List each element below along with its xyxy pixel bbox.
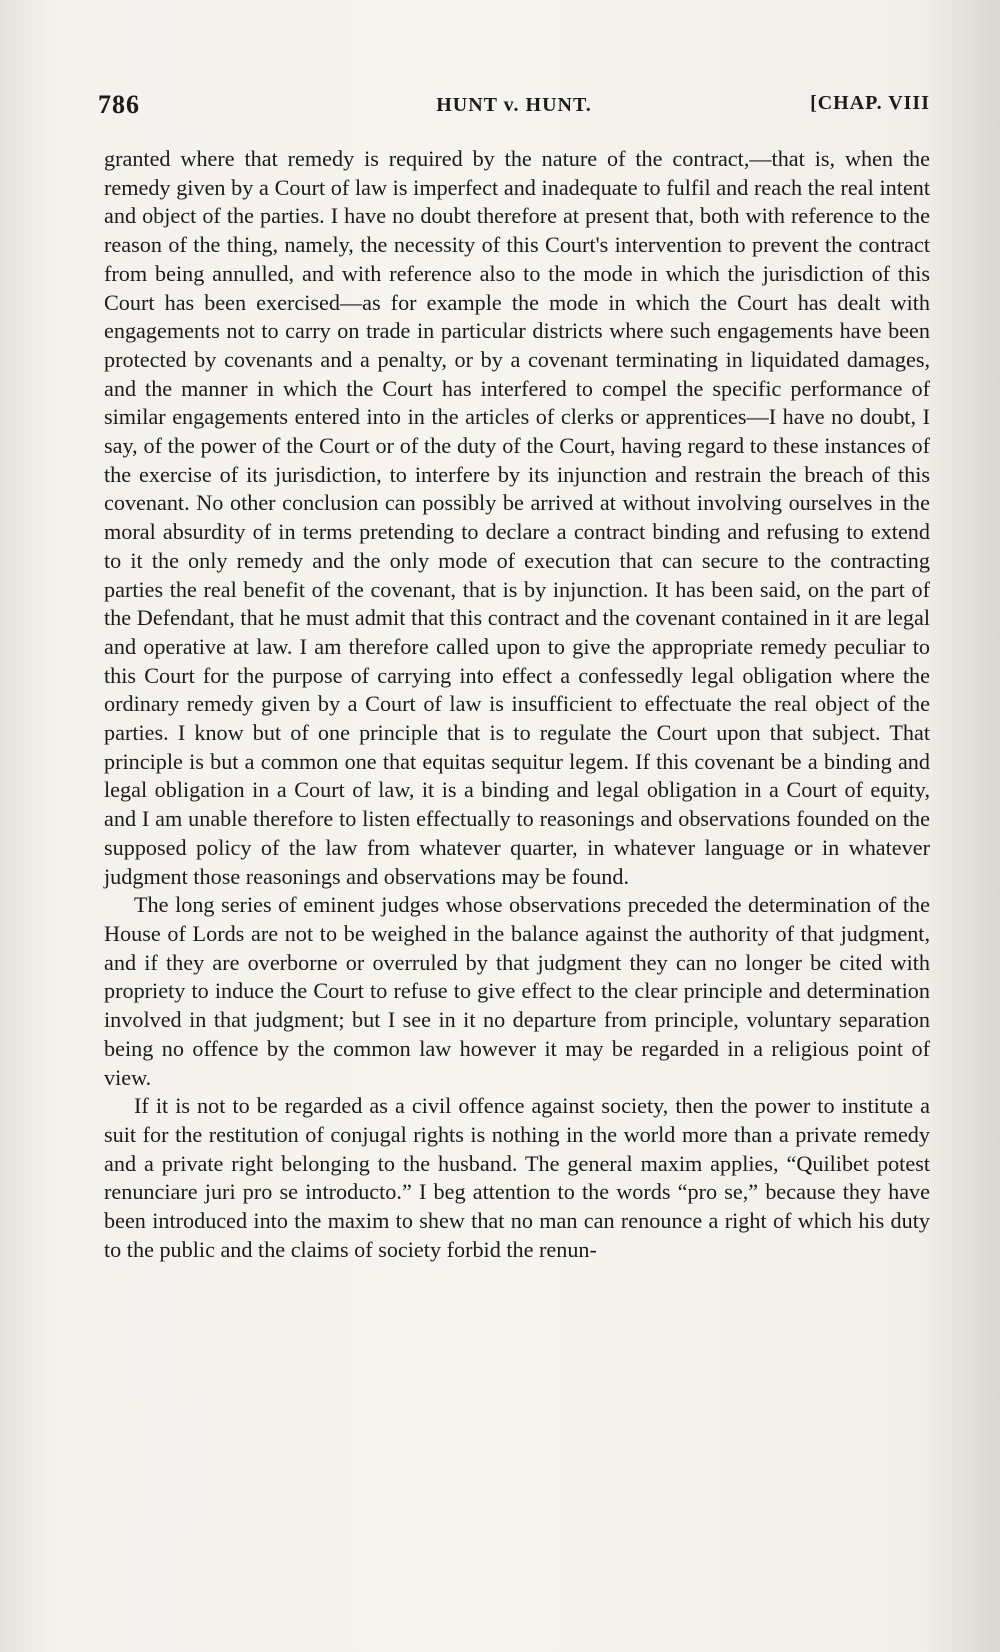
page-number: 786 xyxy=(98,90,140,119)
running-head: HUNT v. HUNT. xyxy=(436,94,592,116)
paragraph-house-of-lords: The long series of eminent judges whose observations preceded the determination of the House of Lords are not to be weighed in the balance against the authority of that judgment, and if they are overborne or overruled by that judgment they can no longer be cited with propriety to induce the Court to refuse to give effect to the clear principle and determination involved in that judgment; but I see in it no departure from principle, voluntary separation being no offence by the common law however it may be regarded in a religious point of view. xyxy=(104,892,930,1090)
chapter-label: [CHAP. VIII xyxy=(810,92,930,114)
body-text xyxy=(104,145,930,1264)
page-header xyxy=(98,90,930,122)
paragraph-civil-offence: If it is not to be regarded as a civil offence against society, then the power to institute a suit for the restitution of conjugal rights is nothing in the world more than a private remedy and a private right belonging to the husband. The general maxim applies, “Quilibet potest renunciare juri pro se introducto.” I beg attention to the words “pro se,” because they have been introduced into the maxim to shew that no man can renounce a right of which his duty to the public and the claims of society forbid the renun- xyxy=(104,1093,930,1262)
paragraph-continued: granted where that remedy is required by the nature of the contract,—that is, when the remedy given by a Court of law is imperfect and inadequate to fulfil and reach the real intent and object of the parties. I have no doubt therefore at present that, both with reference to the reason of the thing, namely, the necessity of this Court's intervention to prevent the contract from being annulled, and with reference also to the mode in which the jurisdiction of this Court has been exercised—as for example the mode in which the Court has dealt with engagements not to carry on trade in particular districts where such engagements have been protected by covenants and a penalty, or by a covenant terminating in liquidated damages, and the manner in which the Court has interfered to compel the specific performance of similar engagements entered into in the articles of clerks or apprentices—I have no doubt, I say, of the power of the Court or of the duty of the Court, having regard to these instances of the exercise of its jurisdiction, to interfere by its injunction and restrain the breach of this covenant. No other conclusion can possibly be arrived at without involving ourselves in the moral absurdity of in terms pretending to declare a contract binding and refusing to extend to it the only remedy and the only mode of execution that can secure to the contracting parties the real benefit of the covenant, that is by injunction. It has been said, on the part of the Defendant, that he must admit that this contract and the covenant contained in it are legal and operative at law. I am therefore called upon to give the appropriate remedy peculiar to this Court for the purpose of carrying into effect a confessedly legal obligation where the ordinary remedy given by a Court of law is insufficient to effectuate the real object of the parties. I know but of one principle that is to regulate the Court upon that subject. That principle is but a common one that equitas sequitur legem. If this covenant be a binding and legal obligation in a Court of law, it is a binding and legal obligation in a Court of equity, and I am unable therefore to listen effectually to reasonings and observations founded on the supposed policy of the law from whatever quarter, in whatever language or in whatever judgment those reasonings and observations may be found. xyxy=(104,146,930,889)
